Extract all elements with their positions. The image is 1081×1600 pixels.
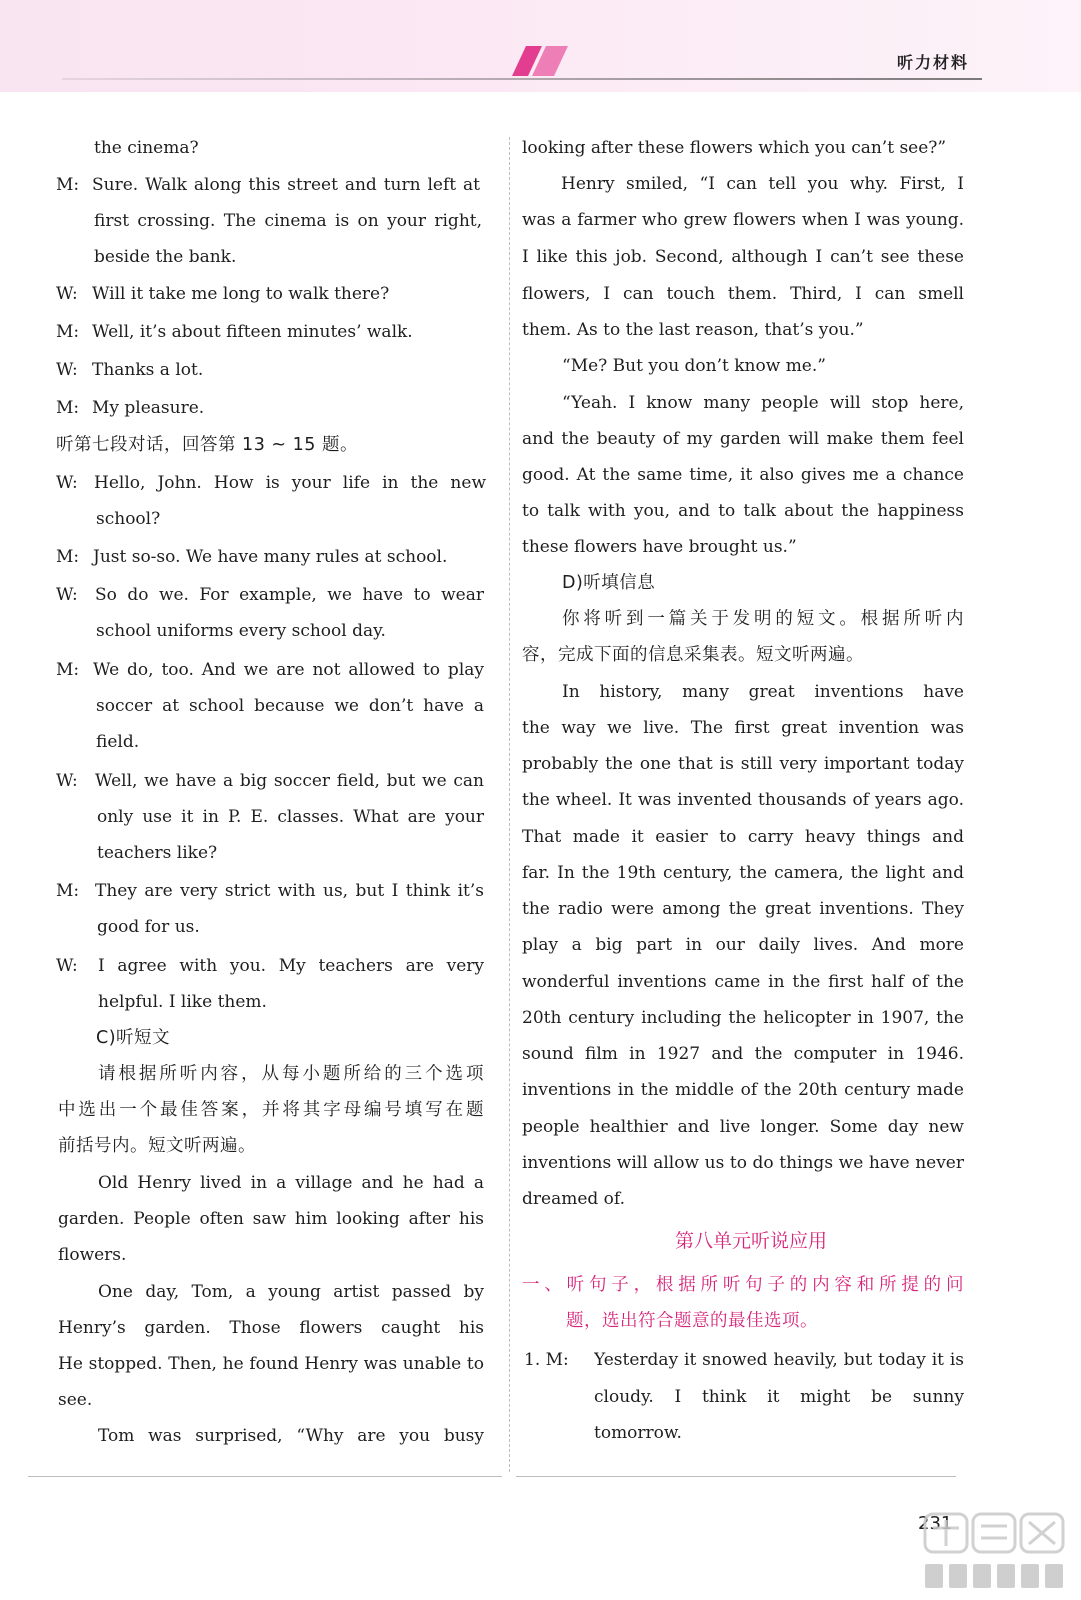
text-line: field. xyxy=(96,732,140,752)
text-line: So do we. For example, we have to wear xyxy=(95,585,484,605)
text-line: good. At the same time, it also gives me a chance xyxy=(522,465,964,485)
text-line: flowers. xyxy=(58,1245,127,1265)
text-line: We do, too. And we are not allowed to play xyxy=(93,660,484,680)
text-line: them. As to the last reason, that’s you.” xyxy=(522,320,864,340)
speaker-label: W: xyxy=(56,585,78,605)
text-line: I agree with you. My teachers are very xyxy=(98,956,484,976)
text-line: school uniforms every school day. xyxy=(96,621,386,641)
text-line: soccer at school because we don’t have a xyxy=(96,696,484,716)
text-line: Henry smiled, “I can tell you why. First, I xyxy=(561,174,964,194)
text-line: Henry’s garden. Those flowers caught his xyxy=(58,1318,484,1338)
text-line: 20th century including the helicopter in 1907, the xyxy=(522,1008,964,1028)
speaker-label: W: xyxy=(56,771,78,791)
speaker-label: M: xyxy=(56,322,80,342)
speaker-label: M: xyxy=(56,881,80,901)
text-line: Just so-so. We have many rules at school. xyxy=(93,547,448,567)
speaker-label: W: xyxy=(56,473,78,493)
text-line: the radio were among the great inventions. They xyxy=(522,899,964,919)
text-line: flowers, I can touch them. Third, I can smell xyxy=(522,284,964,304)
text-line: They are very strict with us, but I think it’s xyxy=(95,881,484,901)
text-line: Well, it’s about fifteen minutes’ walk. xyxy=(92,322,413,342)
speaker-label: W: xyxy=(56,956,78,976)
text-line: these flowers have brought us.” xyxy=(522,537,797,557)
text-line: inventions will allow us to do things we have never xyxy=(522,1153,964,1173)
text-line: teachers like? xyxy=(97,843,218,863)
header-stripes-decoration xyxy=(512,46,582,76)
text-line: and the beauty of my garden will make them feel xyxy=(522,429,964,449)
instruction-line: 中选出一个最佳答案，并将其字母编号填写在题 xyxy=(58,1100,484,1120)
question-instruction: 题，选出符合题意的最佳选项。 xyxy=(566,1311,818,1331)
column-divider xyxy=(509,137,510,1472)
text-line: Yesterday it snowed heavily, but today it is xyxy=(594,1350,964,1370)
speaker-label: M: xyxy=(56,398,80,418)
bottom-rule-right xyxy=(516,1476,956,1477)
text-line: school? xyxy=(96,509,161,529)
text-line: was a farmer who grew flowers when I was young. xyxy=(522,210,964,230)
text-line: play a big part in our daily lives. And more xyxy=(522,935,964,955)
text-line: garden. People often saw him looking after his xyxy=(58,1209,484,1229)
text-line: probably the one that is still very important today xyxy=(522,754,964,774)
unit-title: 第八单元听说应用 xyxy=(674,1230,827,1252)
instruction-line: 你将听到一篇关于发明的短文。根据所听内 xyxy=(562,609,964,629)
instruction-line: 容，完成下面的信息采集表。短文听两遍。 xyxy=(522,645,864,665)
text-line: That made it easier to carry heavy things and xyxy=(522,827,964,847)
text-line: cloudy. I think it might be sunny xyxy=(594,1387,964,1407)
bottom-rule-left xyxy=(28,1476,502,1477)
text-line: In history, many great inventions have xyxy=(562,682,964,702)
text-line: see. xyxy=(58,1390,93,1410)
text-line: Well, we have a big soccer field, but we can xyxy=(95,771,484,791)
question-instruction: 一、听句子，根据所听句子的内容和所提的问 xyxy=(522,1275,964,1295)
text-line: tomorrow. xyxy=(594,1423,682,1443)
text-line: Hello, John. How is your life in the new xyxy=(94,473,486,493)
instruction-line: 请根据所听内容，从每小题所给的三个选项 xyxy=(98,1064,484,1084)
section-heading: D)听填信息 xyxy=(562,573,656,593)
text-line: Thanks a lot. xyxy=(92,360,204,380)
question-number-speaker: 1. M: xyxy=(524,1350,569,1370)
text-line: sound film in 1927 and the computer in 1946. xyxy=(522,1044,964,1064)
section-heading: C)听短文 xyxy=(96,1028,171,1048)
text-line: the cinema? xyxy=(94,138,199,158)
speaker-label: W: xyxy=(56,284,78,304)
text-line: first crossing. The cinema is on your right, xyxy=(94,211,482,231)
text-line: only use it in P. E. classes. What are your xyxy=(97,807,484,827)
text-line: My pleasure. xyxy=(92,398,205,418)
text-line: I like this job. Second, although I can’t see these xyxy=(522,247,964,267)
text-line: to talk with you, and to talk about the happiness xyxy=(522,501,964,521)
text-line: Old Henry lived in a village and he had a xyxy=(98,1173,484,1193)
header-rule xyxy=(62,78,982,80)
text-line: people healthier and live longer. Some day new xyxy=(522,1117,964,1137)
instruction-line: 前括号内。短文听两遍。 xyxy=(58,1136,256,1156)
text-line: beside the bank. xyxy=(94,247,237,267)
text-line: Sure. Walk along this street and turn left at xyxy=(92,175,480,195)
speaker-label: M: xyxy=(56,175,80,195)
speaker-label: M: xyxy=(56,660,80,680)
text-line: good for us. xyxy=(97,917,200,937)
text-line: helpful. I like them. xyxy=(98,992,267,1012)
text-line: “Me? But you don’t know me.” xyxy=(562,356,826,376)
text-line: the way we live. The first great invention was xyxy=(522,718,964,738)
text-line: “Yeah. I know many people will stop here, xyxy=(562,393,964,413)
text-line: He stopped. Then, he found Henry was unable to xyxy=(58,1354,484,1374)
text-line: Will it take me long to walk there? xyxy=(92,284,390,304)
text-line: Tom was surprised, “Why are you busy xyxy=(98,1426,484,1446)
text-line: wonderful inventions came in the first half of the xyxy=(522,972,964,992)
speaker-label: M: xyxy=(56,547,80,567)
section-instruction: 听第七段对话，回答第 13 ~ 15 题。 xyxy=(56,435,358,455)
header-title: 听力材料 xyxy=(896,53,969,72)
speaker-label: W: xyxy=(56,360,78,380)
text-line: dreamed of. xyxy=(522,1189,625,1209)
text-line: One day, Tom, a young artist passed by xyxy=(98,1282,484,1302)
text-line: looking after these flowers which you can’t see?” xyxy=(522,138,947,158)
text-line: inventions in the middle of the 20th century made xyxy=(522,1080,964,1100)
text-line: the wheel. It was invented thousands of years ago. xyxy=(522,790,964,810)
page-number: 231 xyxy=(918,1513,953,1534)
watermark-logo xyxy=(919,1508,1069,1594)
text-line: far. In the 19th century, the camera, the light and xyxy=(522,863,964,883)
